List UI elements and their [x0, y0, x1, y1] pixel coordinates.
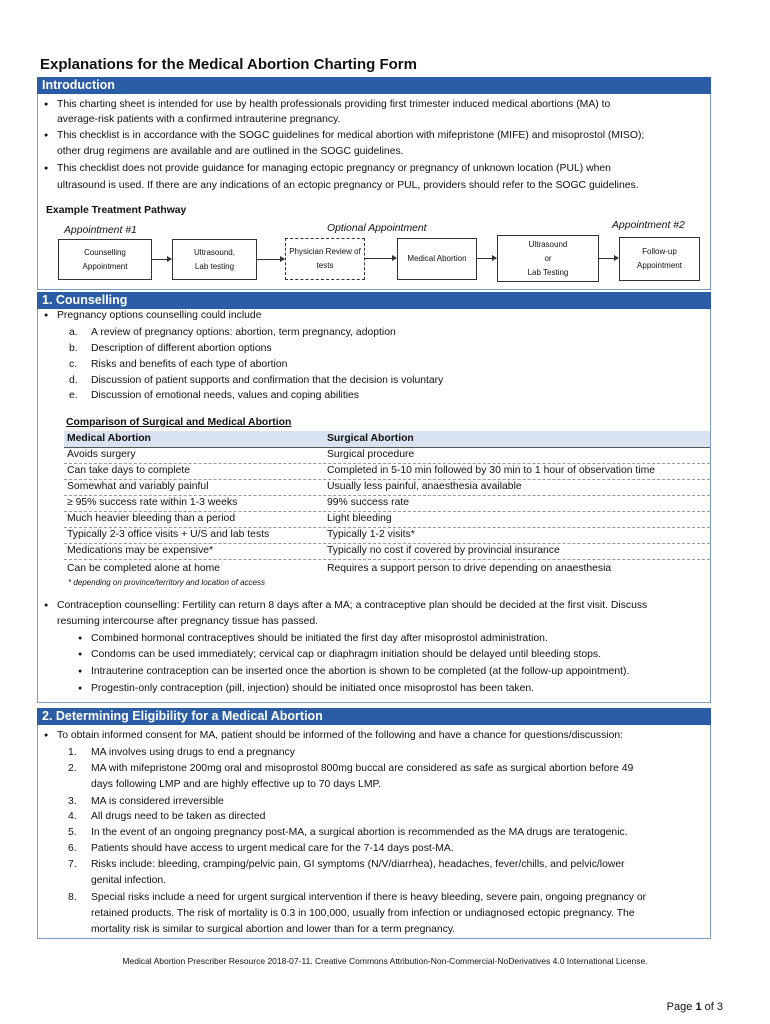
- flow-physician-review: Physician Review of tests: [285, 238, 365, 280]
- flow-arrow: [477, 258, 496, 259]
- table-row: Much heavier bleeding than a period Light bleeding: [64, 511, 710, 528]
- table-row: Can be completed alone at home Requires a support person to drive depending on anaesthesia: [67, 563, 612, 574]
- flow-arrow: [152, 259, 171, 260]
- contraception-item: ● Progestin-only contraception (pill, injection) should be initiated once misoprostol has been taken.: [91, 682, 534, 696]
- intro-line: other drug regimens are available and are outlined in the SOGC guidelines.: [57, 146, 404, 157]
- appt1-label: Appointment #1: [64, 225, 137, 236]
- option-text: Risks and benefits of each type of abortion: [91, 359, 288, 370]
- pathway-title: Example Treatment Pathway: [46, 205, 187, 216]
- table-row: Somewhat and variably painful Usually less painful, anaesthesia available: [64, 479, 710, 496]
- col-medical: Medical Abortion: [67, 433, 151, 444]
- option-letter: e.: [69, 390, 78, 401]
- flow-counselling: Counselling Appointment: [58, 239, 152, 280]
- counselling-lead: ● Pregnancy options counselling could include: [57, 309, 262, 323]
- option-text: A review of pregnancy options: abortion, term pregnancy, adoption: [91, 327, 396, 338]
- table-note: * depending on province/territory and location of access: [68, 578, 266, 587]
- intro-line: ● This checklist does not provide guidance for managing ectopic pregnancy or pregnancy of unknown location (PUL) when: [57, 162, 611, 176]
- option-letter: d.: [69, 375, 78, 386]
- option-text: Discussion of emotional needs, values and coping abilities: [91, 390, 360, 401]
- contraception-line: ● Contraception counselling: Fertility can return 8 days after a MA; a contraceptive plan should be decided at the first visit. Discuss: [57, 599, 647, 613]
- footer: Medical Abortion Prescriber Resource 2018-07-11. Creative Commons Attribution-Non-Commercial-NoDerivatives 4.0 International License.: [122, 956, 648, 966]
- eligibility-heading: 2. Determining Eligibility for a Medical Abortion: [37, 708, 711, 725]
- table-row: Can take days to complete Completed in 5-10 min followed by 30 min to 1 hour of observation time: [64, 463, 710, 480]
- col-surgical: Surgical Abortion: [327, 433, 414, 444]
- table-row: Typically 2-3 office visits + U/S and lab tests Typically 1-2 visits*: [64, 527, 710, 544]
- appt2-label: Appointment #2: [612, 220, 685, 231]
- optional-label: Optional Appointment: [327, 223, 427, 234]
- flow-ultrasound-lab: Ultrasound, Lab testing: [172, 239, 257, 280]
- comparison-header: [64, 431, 710, 448]
- table-row: ≥ 95% success rate within 1-3 weeks 99% success rate: [64, 495, 710, 512]
- intro-line: ● This charting sheet is intended for use by health professionals providing first trimester induced medical abortions (MA) to: [57, 98, 610, 112]
- option-letter: c.: [69, 359, 78, 370]
- option-text: Description of different abortion options: [91, 343, 272, 354]
- contraception-item: ● Combined hormonal contraceptives should be initiated the first day after misoprostol administration.: [91, 632, 548, 646]
- contraception-item: ● Intrauterine contraception can be inserted once the abortion is shown to be completed (at the follow-up appointment).: [91, 665, 629, 679]
- table-row: Avoids surgery Surgical procedure: [64, 447, 710, 464]
- flow-arrow: [257, 259, 284, 260]
- counselling-heading: 1. Counselling: [37, 292, 711, 309]
- table-row: Medications may be expensive* Typically no cost if covered by provincial insurance: [64, 543, 710, 560]
- intro-line: ● This checklist is in accordance with the SOGC guidelines for medical abortion with mifepristone (MIFE) and misoprostol (MISO);: [57, 129, 644, 143]
- intro-line: ultrasound is used. If there are any indications of an ectopic pregnancy or PUL, providers should refer to the SOGC guidelines.: [57, 180, 639, 191]
- option-letter: b.: [69, 343, 78, 354]
- option-text: Discussion of patient supports and confirmation that the decision is voluntary: [91, 375, 444, 386]
- flow-follow-up: Follow-up Appointment: [619, 237, 700, 281]
- comparison-title: Comparison of Surgical and Medical Abortion: [66, 417, 292, 428]
- contraception-item: ● Condoms can be used immediately; cervical cap or diaphragm initiation should be delayed until bleeding stops.: [91, 648, 601, 662]
- contraception-line: resuming intercourse after pregnancy tissue has passed.: [57, 616, 319, 627]
- intro-heading: Introduction: [37, 77, 711, 94]
- flow-ultrasound-or-lab: Ultrasound or Lab Testing: [497, 235, 599, 282]
- flow-arrow: [365, 258, 396, 259]
- page-title: Explanations for the Medical Abortion Charting Form: [40, 56, 417, 73]
- intro-line: average-risk patients with a confirmed intrauterine pregnancy.: [57, 114, 341, 125]
- eligibility-lead: ● To obtain informed consent for MA, patient should be informed of the following and have a chance for questions/discussion:: [57, 729, 623, 743]
- page-number: Page 1 of 3: [666, 1001, 723, 1013]
- flow-medical-abortion: Medical Abortion: [397, 238, 477, 280]
- flow-arrow: [599, 258, 618, 259]
- option-letter: a.: [69, 327, 78, 338]
